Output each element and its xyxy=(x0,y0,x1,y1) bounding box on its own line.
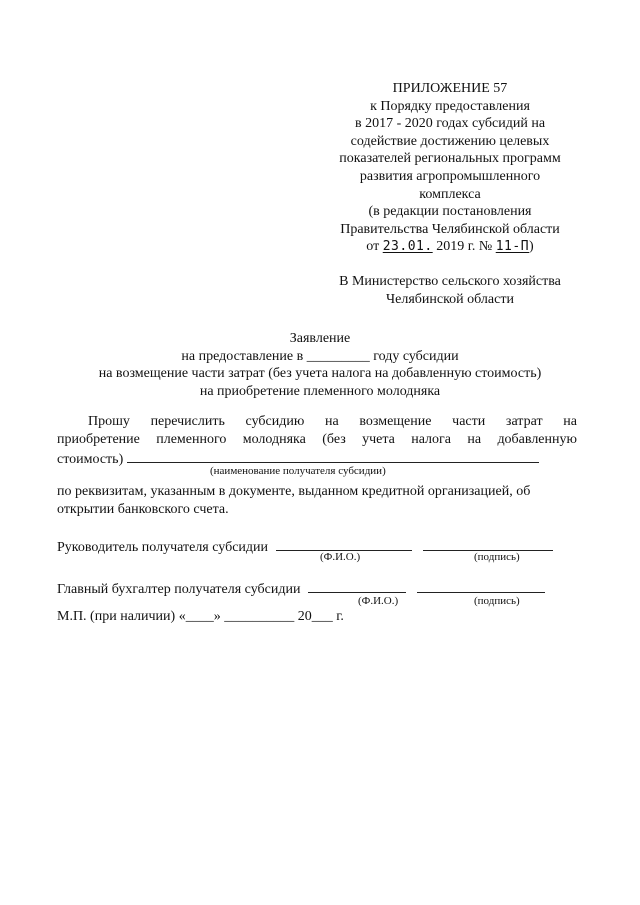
appendix-line: показателей региональных программ xyxy=(339,151,561,167)
body-line-1 xyxy=(57,413,577,432)
appendix-date-line xyxy=(318,238,582,256)
accountant-fio-caption: (Ф.И.О.) xyxy=(358,595,399,607)
head-fio-blank xyxy=(276,537,412,551)
appendix-title: ПРИЛОЖЕНИЕ 57 xyxy=(392,81,508,96)
body-prefix: стоимость) xyxy=(57,452,124,467)
addressee-line: В Министерство сельского хозяйства xyxy=(339,274,561,289)
head-fio-caption: (Ф.И.О.) xyxy=(320,551,361,563)
appendix-line: развития агропромышленного xyxy=(359,168,541,184)
appendix-line: содействие достижению целевых xyxy=(350,133,550,149)
title-line: на возмещение части затрат (без учета налога на добавленную стоимость) xyxy=(98,366,542,382)
accountant-signature-row xyxy=(57,579,545,598)
title-line: на приобретение племенного молодняка xyxy=(199,383,441,399)
addressee-block xyxy=(318,273,582,308)
year-text: 2019 г. № xyxy=(436,239,493,255)
word: возмещение xyxy=(359,414,432,429)
appendix-line: (в редакции постановления xyxy=(368,204,532,220)
word: приобретение xyxy=(57,432,140,447)
application-title-block xyxy=(0,330,640,400)
word: на xyxy=(467,432,482,447)
word: добавленную xyxy=(497,432,577,447)
word: затрат xyxy=(505,414,543,429)
appendix-line: Правительства Челябинской области xyxy=(340,221,560,237)
accountant-label: Главный бухгалтер получателя субсидии xyxy=(57,582,301,597)
body-line-5: открытии банковского счета. xyxy=(57,502,229,517)
handwritten-date: 23.01. xyxy=(382,239,433,255)
word: налога xyxy=(411,432,451,447)
head-label: Руководитель получателя субсидии xyxy=(57,540,269,555)
body-line-2 xyxy=(57,431,577,450)
word: учета xyxy=(362,432,395,447)
word: (без xyxy=(322,432,346,447)
appendix-line: к Порядку предоставления xyxy=(370,98,530,114)
recipient-name-blank xyxy=(127,449,539,463)
accountant-signature-blank xyxy=(417,579,545,593)
word: Прошу xyxy=(88,414,130,429)
word: субсидию xyxy=(245,414,305,429)
application-title: Заявление xyxy=(289,331,351,346)
word: племенного xyxy=(156,432,227,447)
stamp-date-line: М.П. (при наличии) «____» __________ 20___ г. xyxy=(57,609,344,624)
recipient-caption: (наименование получателя субсидии) xyxy=(210,465,386,477)
word: на xyxy=(563,414,577,429)
date-prefix: от xyxy=(366,239,380,255)
appendix-line: в 2017 - 2020 годах субсидий на xyxy=(354,116,546,132)
head-sign-caption: (подпись) xyxy=(474,551,520,563)
word: молодняка xyxy=(242,432,306,447)
appendix-line: комплекса xyxy=(419,186,481,202)
addressee-line: Челябинской области xyxy=(386,291,514,307)
title-line: на предоставление в _________ году субсидии xyxy=(181,348,459,364)
close-paren: ) xyxy=(529,239,534,255)
word: части xyxy=(452,414,486,429)
head-signature-blank xyxy=(423,537,553,551)
accountant-fio-blank xyxy=(308,579,406,593)
word: на xyxy=(324,414,339,429)
appendix-header xyxy=(318,80,582,256)
word: перечислить xyxy=(150,414,225,429)
accountant-sign-caption: (подпись) xyxy=(474,595,520,607)
body-line-4: по реквизитам, указанным в документе, выданном кредитной организацией, об xyxy=(57,484,531,499)
handwritten-number: 11-П xyxy=(495,239,530,255)
